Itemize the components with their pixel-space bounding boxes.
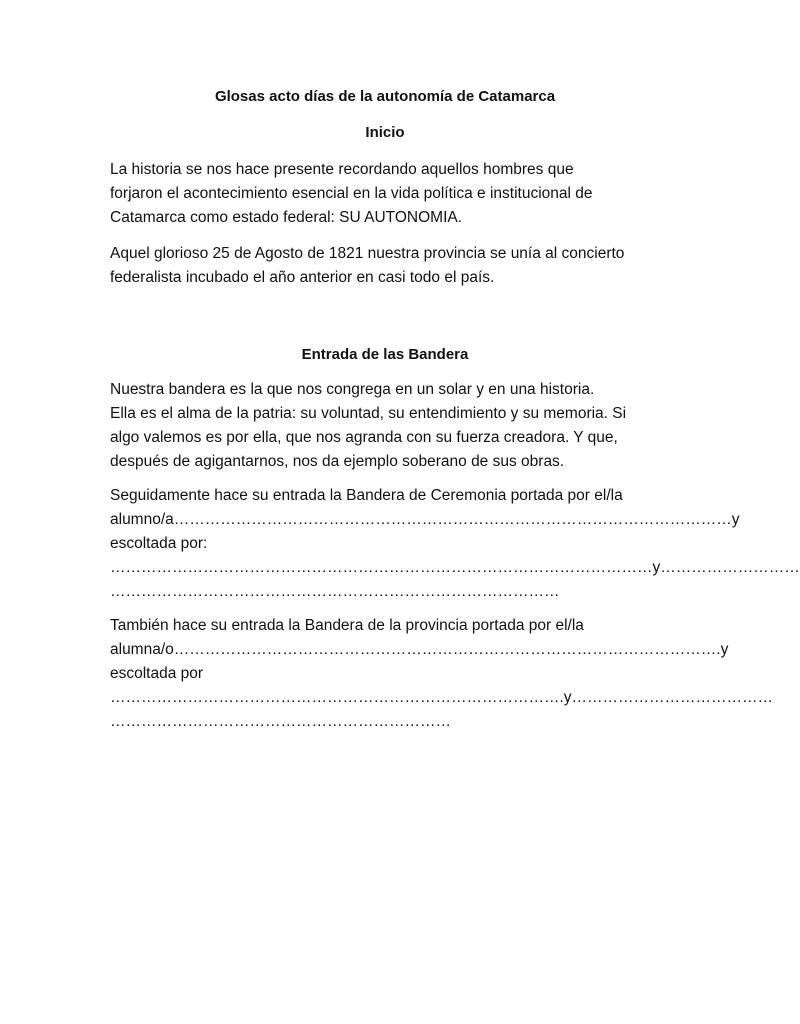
paragraph-bandera-1 [110, 378, 660, 474]
fill-in-line-escolta: …………………………………………………………………………….y………………………………… [110, 689, 774, 706]
text-line: después de agigantarnos, nos da ejemplo soberano de sus obras. [110, 453, 565, 470]
text-line: Ella es el alma de la patria: su voluntad, su entendimiento y su memoria. Si [110, 405, 627, 422]
text-line: Seguidamente hace su entrada la Bandera de Ceremonia portada por el/la [110, 487, 623, 504]
paragraph-bandera-provincia [110, 614, 774, 734]
fill-in-line-alumna: alumna/o…………………………………………………………………………………………….y [110, 641, 729, 658]
fill-in-line-escolta-2: …………………………………………………………………………… [110, 583, 560, 600]
text-line: Catamarca como estado federal: SU AUTONOMIA. [110, 209, 463, 226]
fill-in-line-alumno: alumno/a………………………………………………………………………………………………y [110, 511, 740, 528]
paragraph-inicio-2 [110, 242, 660, 290]
paragraph-inicio-1 [110, 158, 660, 230]
text-line: Aquel glorioso 25 de Agosto de 1821 nuestra provincia se unía al concierto [110, 245, 625, 262]
section-heading-bandera: Entrada de las Bandera [301, 346, 469, 363]
section-heading-inicio: Inicio [365, 124, 405, 141]
text-line: También hace su entrada la Bandera de la provincia portada por el/la [110, 617, 584, 634]
text-line: forjaron el acontecimiento esencial en la vida política e institucional de [110, 185, 593, 202]
fill-in-line-escolta: ……………………………………………………………………………………………y……………………… [110, 559, 800, 576]
text-line: escoltada por [110, 665, 204, 682]
paragraph-bandera-ceremonia [110, 484, 800, 604]
document-title: Glosas acto días de la autonomía de Catamarca [214, 88, 556, 105]
text-line: escoltada por: [110, 535, 208, 552]
text-line: federalista incubado el año anterior en casi todo el país. [110, 269, 495, 286]
fill-in-line-escolta-2: ………………………………………………………… [110, 713, 451, 730]
text-line: La historia se nos hace presente recordando aquellos hombres que [110, 161, 574, 178]
text-line: algo valemos es por ella, que nos agranda con su fuerza creadora. Y que, [110, 429, 618, 446]
text-line: Nuestra bandera es la que nos congrega en un solar y en una historia. [110, 381, 595, 398]
